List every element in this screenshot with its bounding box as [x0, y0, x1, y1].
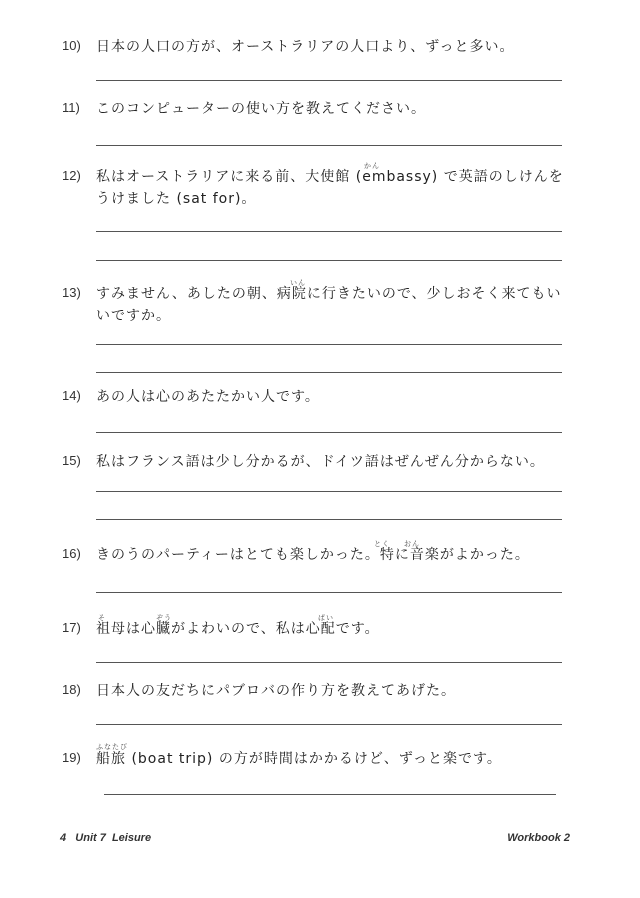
exercise-sentence: 祖母は心臓がよわいので、私は心配です。 — [96, 621, 380, 637]
answer-line[interactable] — [96, 432, 562, 433]
exercise-sentence: 私はフランス語は少し分かるが、ドイツ語はぜんぜん分からない。 — [96, 454, 545, 470]
exercise-number: 17) — [62, 620, 81, 635]
exercise-number: 11) — [62, 100, 80, 115]
answer-line[interactable] — [96, 372, 562, 373]
answer-line[interactable] — [96, 344, 562, 345]
answer-line[interactable] — [96, 592, 562, 593]
answer-line[interactable] — [96, 662, 562, 663]
exercise-sentence: すみません、あしたの朝、病院に行きたいので、少しおそく来てもいいですか。 — [96, 286, 562, 324]
exercise-sentence: このコンピューターの使い方を教えてください。 — [96, 101, 426, 117]
exercise-number: 14) — [62, 388, 81, 403]
furigana: おん — [404, 540, 420, 548]
exercise-number: 10) — [62, 38, 81, 53]
exercise-sentence: きのうのパーティーはとても楽しかった。特に音楽がよかった。 — [96, 547, 530, 563]
answer-line[interactable] — [96, 724, 562, 725]
exercise-number: 12) — [62, 168, 81, 183]
furigana: ふなたび — [96, 743, 128, 751]
exercise-number: 19) — [62, 750, 81, 765]
footer-workbook-label: Workbook 2 — [507, 832, 570, 844]
exercise-number: 15) — [62, 453, 81, 468]
exercise-number: 13) — [62, 285, 81, 300]
answer-line[interactable] — [96, 260, 562, 261]
answer-line[interactable] — [96, 80, 562, 81]
furigana: ぱい — [318, 614, 334, 622]
furigana: かん — [364, 162, 380, 170]
exercise-sentence: 私はオーストラリアに来る前、大使館 (embassy) で英語のしけんをうけました (sat for)。 — [96, 169, 564, 207]
exercise-number: 18) — [62, 682, 81, 697]
furigana: とく — [374, 540, 390, 548]
furigana: そ — [98, 614, 106, 622]
exercise-sentence: 日本人の友だちにパブロバの作り方を教えてあげた。 — [96, 683, 456, 699]
answer-line[interactable] — [96, 519, 562, 520]
exercise-sentence: 船旅 (boat trip) の方が時間はかかるけど、ずっと楽です。 — [96, 751, 502, 767]
answer-line[interactable] — [96, 231, 562, 232]
exercise-sentence: あの人は心のあたたかい人です。 — [96, 389, 320, 405]
answer-line[interactable] — [104, 794, 556, 795]
exercise-number: 16) — [62, 546, 81, 561]
footer-unit-label: 4 Unit 7 Leisure — [60, 832, 152, 844]
exercise-sentence: 日本の人口の方が、オーストラリアの人口より、ずっと多い。 — [96, 39, 515, 55]
furigana: いん — [290, 279, 306, 287]
furigana: ぞう — [156, 614, 172, 622]
answer-line[interactable] — [96, 491, 562, 492]
answer-line[interactable] — [96, 145, 562, 146]
